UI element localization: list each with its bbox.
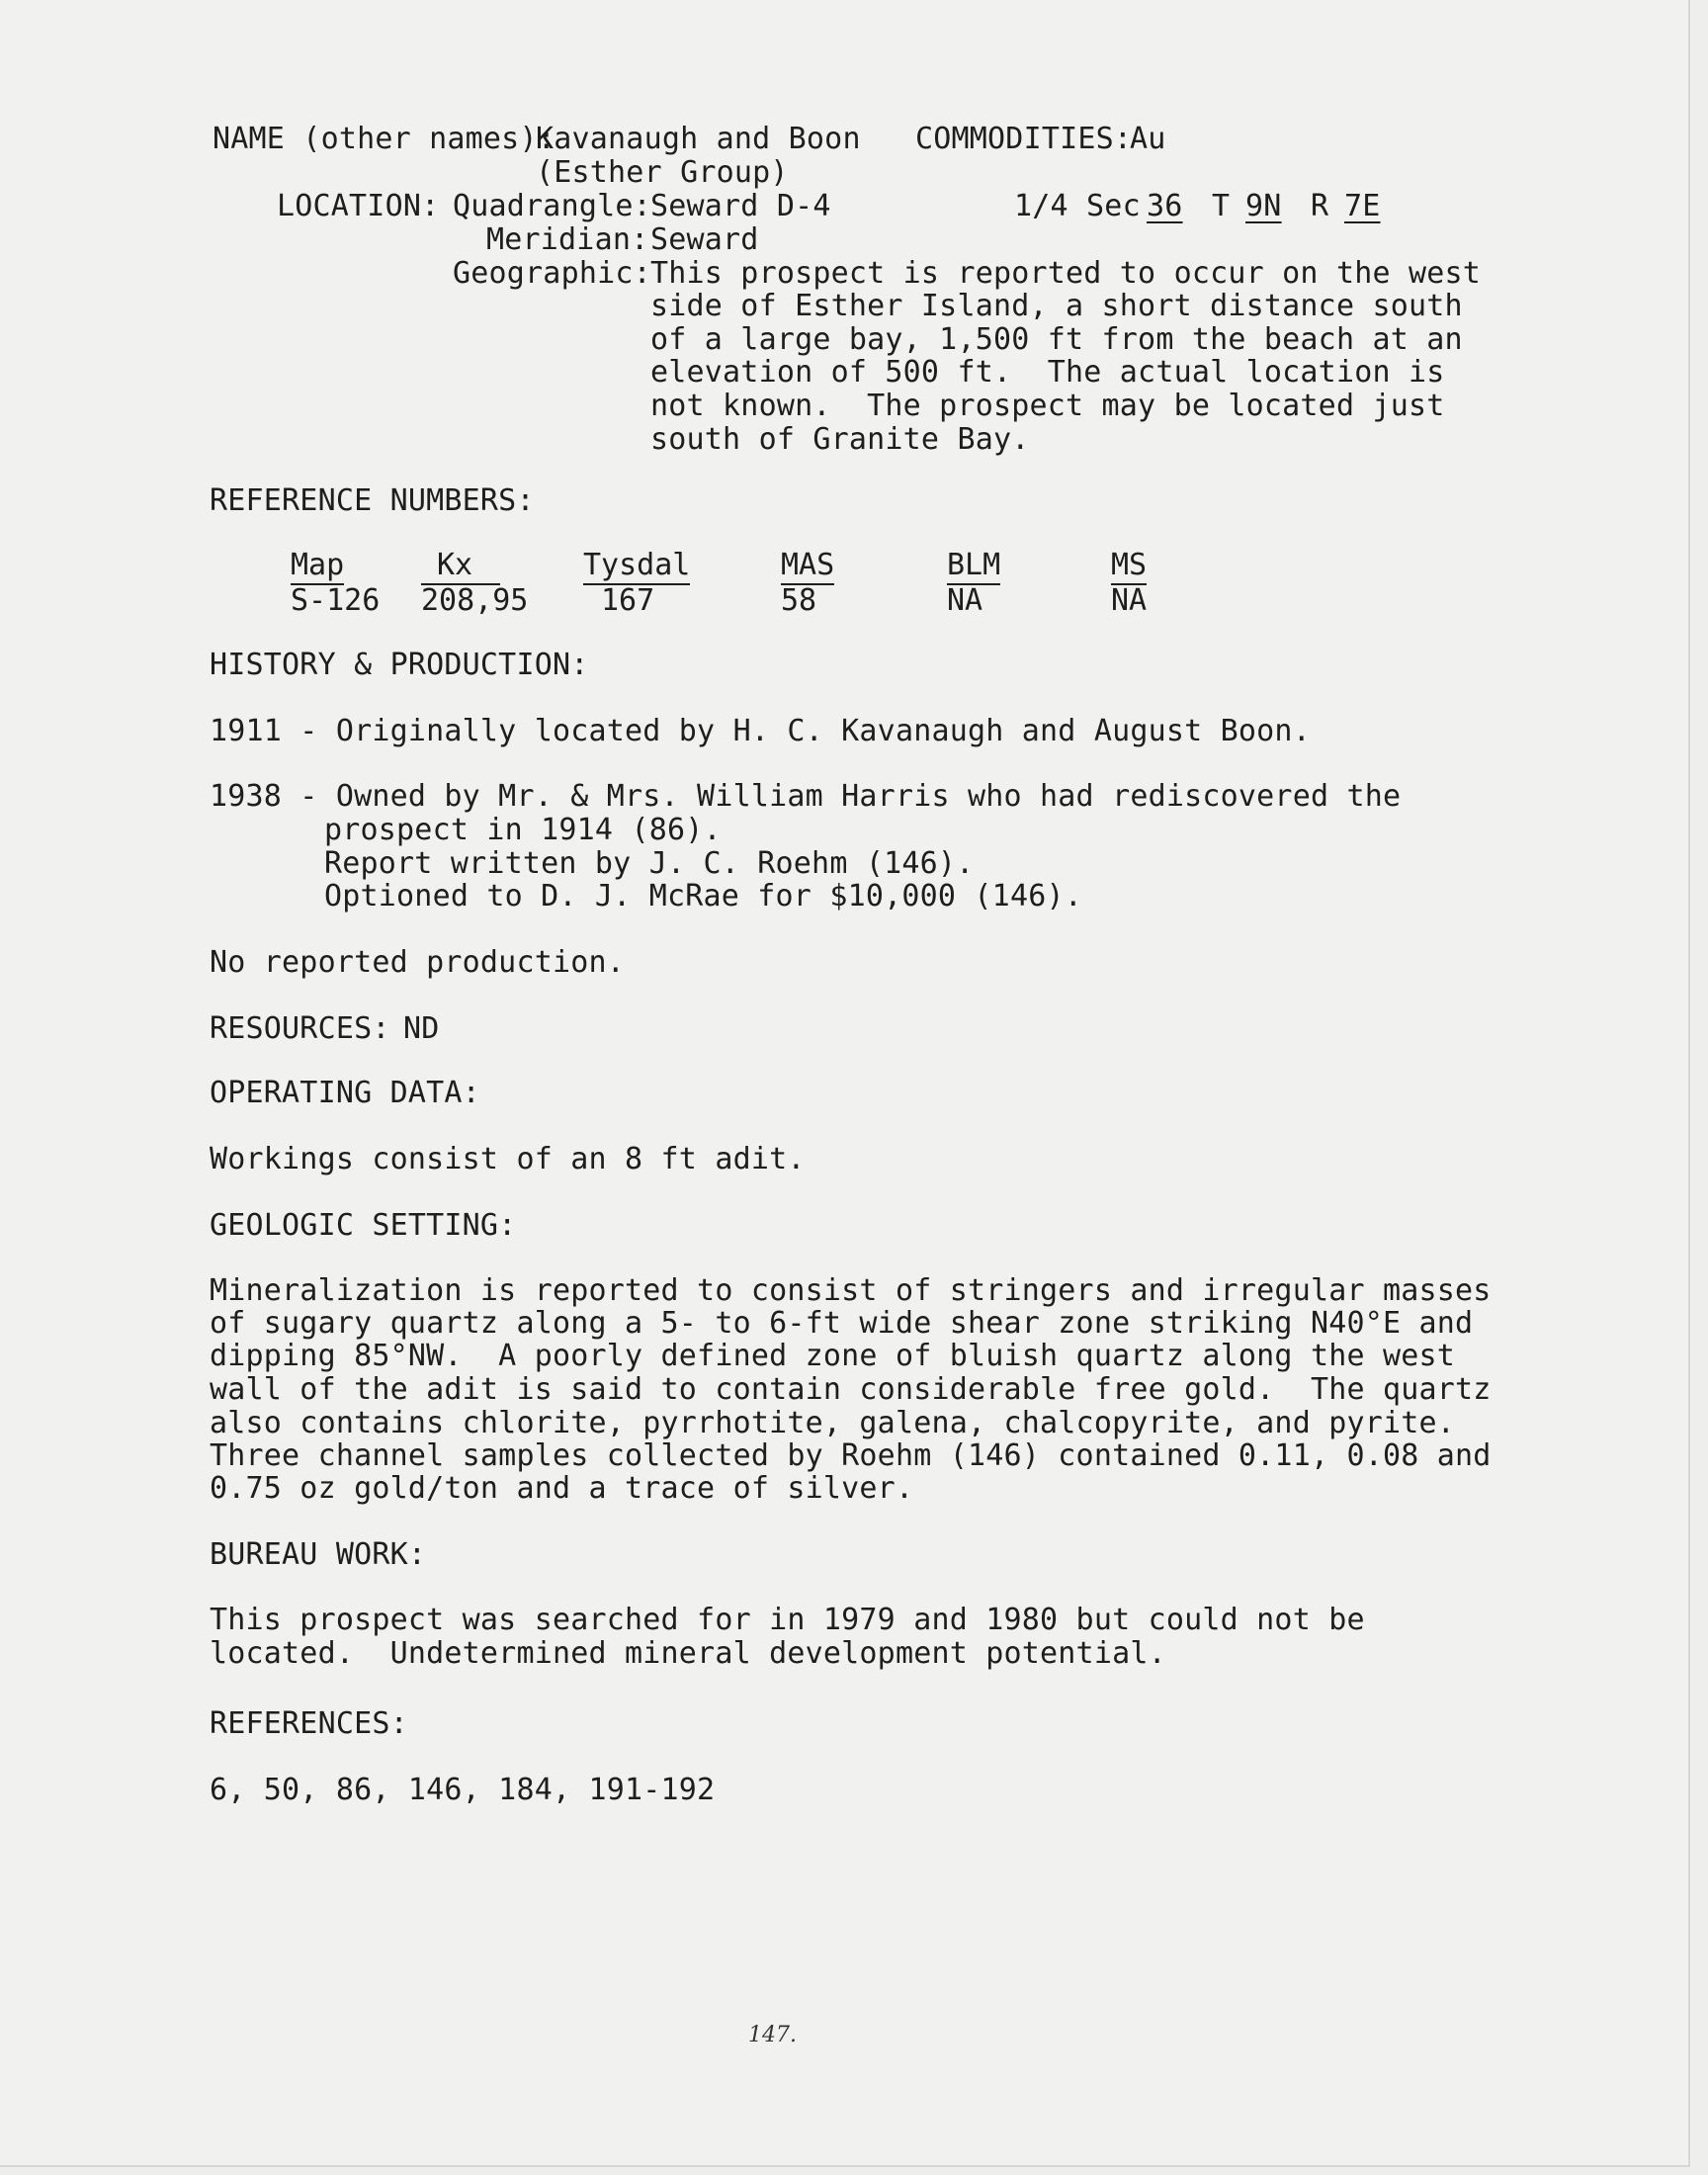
section-value: 36 <box>1147 189 1183 223</box>
quadrangle-value: Seward D-4 <box>650 189 831 223</box>
bureau-heading: BUREAU WORK: <box>210 1537 427 1572</box>
ref-value-ms: NA <box>1111 583 1148 618</box>
commodities-label: COMMODITIES: <box>915 122 1133 156</box>
name-label: NAME (other names): <box>213 122 555 156</box>
ref-value-tysdal: 167 <box>601 583 655 618</box>
range-label: R <box>1311 189 1329 223</box>
commodities-value: Au <box>1130 122 1166 156</box>
geologic-line: wall of the adit is said to contain considerable free gold. The quartz <box>210 1372 1492 1407</box>
ref-col-map <box>291 550 380 617</box>
geologic-line: 0.75 oz gold/ton and a trace of silver. <box>210 1471 914 1506</box>
resources-label: RESOURCES: <box>210 1011 390 1046</box>
location-label: LOCATION: <box>277 189 440 223</box>
section-label: 1/4 Sec <box>1014 189 1141 223</box>
geographic-line: side of Esther Island, a short distance south <box>650 289 1463 323</box>
history-entry-1938-line: Report written by J. C. Roehm (146). <box>324 846 975 881</box>
bureau-line: located. Undetermined mineral development potential. <box>210 1636 1166 1671</box>
geographic-line: of a large bay, 1,500 ft from the beach at an <box>650 322 1463 357</box>
history-entry-1938: 1938 - Owned by Mr. & Mrs. William Harris who had rediscovered the <box>210 779 1402 814</box>
township-value: 9N <box>1245 189 1282 223</box>
ref-head-mas: MAS <box>781 550 834 585</box>
geologic-heading: GEOLOGIC SETTING: <box>210 1208 517 1243</box>
geographic-line: This prospect is reported to occur on the west <box>650 256 1482 291</box>
ref-head-blm: BLM <box>947 550 1000 585</box>
ref-head-ms: MS <box>1111 550 1147 585</box>
geographic-line: not known. The prospect may be located just <box>650 389 1445 423</box>
geologic-line: of sugary quartz along a 5- to 6-ft wide shear zone striking N40°E and <box>210 1306 1474 1341</box>
page-number: 147. <box>748 2023 797 2047</box>
ref-col-tysdal <box>583 550 690 617</box>
ref-value-map: S-126 <box>291 583 381 618</box>
history-heading: HISTORY & PRODUCTION: <box>210 648 589 682</box>
range-value: 7E <box>1344 189 1381 223</box>
geologic-line: dipping 85°NW. A poorly defined zone of bluish quartz along the west <box>210 1339 1456 1373</box>
township-label: T <box>1212 189 1231 223</box>
other-name: (Esther Group) <box>536 155 789 190</box>
ref-head-tysdal: Tysdal <box>583 550 690 585</box>
geologic-line: also contains chlorite, pyrrhotite, galena, chalcopyrite, and pyrite. <box>210 1406 1456 1440</box>
geologic-line: Mineralization is reported to consist of stringers and irregular masses <box>210 1273 1492 1308</box>
ref-col-ms <box>1111 550 1147 617</box>
operating-heading: OPERATING DATA: <box>210 1076 480 1110</box>
production-text: No reported production. <box>210 945 626 980</box>
history-entry-1911: 1911 - Originally located by H. C. Kavanaugh and August Boon. <box>210 714 1311 748</box>
ref-col-mas <box>781 550 834 617</box>
ref-col-blm <box>947 550 1000 617</box>
history-entry-1938-line: prospect in 1914 (86). <box>324 813 722 847</box>
name-value: Kavanaugh and Boon <box>536 122 861 156</box>
ref-head-map: Map <box>291 550 344 585</box>
geographic-label: Geographic: <box>453 256 651 291</box>
history-entry-1938-line: Optioned to D. J. McRae for $10,000 (146). <box>324 879 1082 914</box>
bureau-line: This prospect was searched for in 1979 and 1980 but could not be <box>210 1603 1365 1637</box>
ref-head-kx: Kx <box>437 548 473 582</box>
geographic-line: south of Granite Bay. <box>650 422 1030 457</box>
quadrangle-label: Quadrangle: <box>453 189 651 223</box>
meridian-label: Meridian: <box>486 222 649 257</box>
ref-col-kx <box>421 548 529 618</box>
geologic-line: Three channel samples collected by Roehm (146) contained 0.11, 0.08 and <box>210 1438 1492 1473</box>
ref-value-kx: 208,95 <box>421 583 529 618</box>
references-heading: REFERENCES: <box>210 1706 408 1741</box>
resources-value: ND <box>403 1011 440 1046</box>
operating-text: Workings consist of an 8 ft adit. <box>210 1142 806 1176</box>
ref-value-mas: 58 <box>781 583 817 618</box>
reference-numbers-heading: REFERENCE NUMBERS: <box>210 483 535 518</box>
ref-value-blm: NA <box>947 583 983 618</box>
references-text: 6, 50, 86, 146, 184, 191-192 <box>210 1773 716 1807</box>
geographic-line: elevation of 500 ft. The actual location is <box>650 355 1445 390</box>
meridian-value: Seward <box>650 222 759 257</box>
